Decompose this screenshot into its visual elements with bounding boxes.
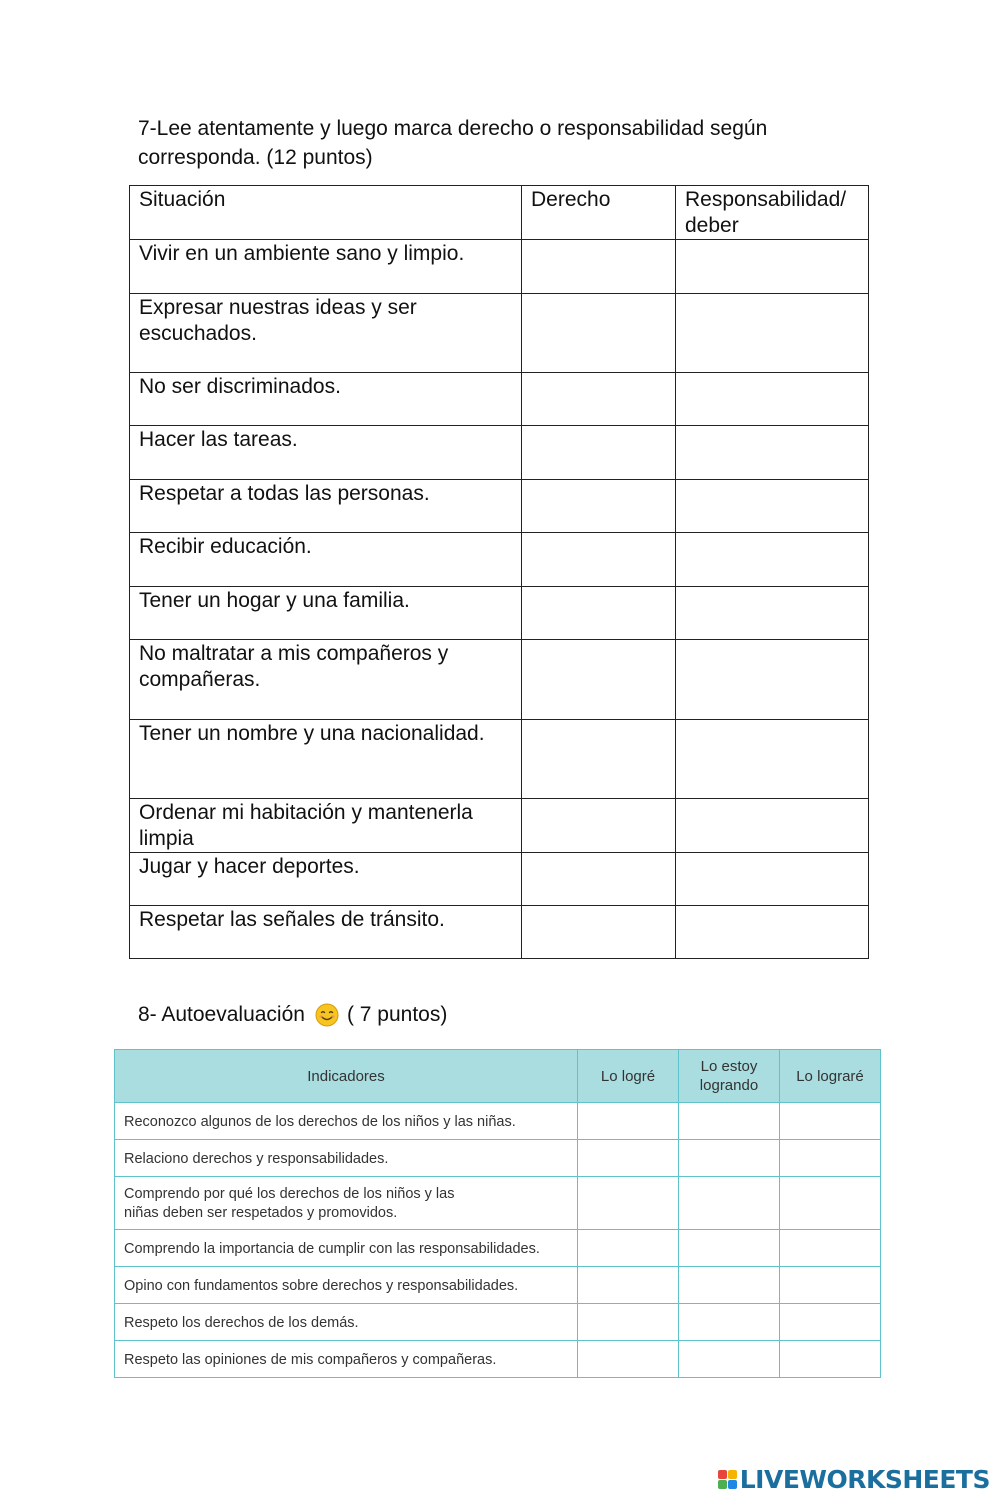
rights-responsibilities-table [129, 185, 869, 959]
table-row [115, 1103, 881, 1140]
self-evaluation-table [114, 1049, 881, 1378]
responsabilidad-answer-cell[interactable] [676, 640, 869, 720]
derecho-answer-cell[interactable] [522, 426, 676, 480]
responsabilidad-answer-cell[interactable] [676, 426, 869, 480]
derecho-answer-cell[interactable] [522, 799, 676, 853]
situation-cell: No ser discriminados. [130, 373, 522, 426]
lo-lograre-answer-cell[interactable] [780, 1177, 881, 1230]
derecho-answer-cell[interactable] [522, 720, 676, 799]
table-row [130, 720, 869, 799]
situation-cell: Jugar y hacer deportes. [130, 853, 522, 906]
lo-estoy-logrando-answer-cell[interactable] [679, 1267, 780, 1304]
lo-estoy-logrando-answer-cell[interactable] [679, 1341, 780, 1378]
table-row [130, 480, 869, 533]
table-row [115, 1267, 881, 1304]
lo-logre-answer-cell[interactable] [578, 1230, 679, 1267]
header-lo-lograre: Lo lograré [780, 1050, 881, 1103]
responsabilidad-answer-cell[interactable] [676, 720, 869, 799]
header-lo-logre: Lo logré [578, 1050, 679, 1103]
liveworksheets-brand [718, 1465, 990, 1494]
table-row [115, 1140, 881, 1177]
table-row [130, 426, 869, 480]
situation-cell: Vivir en un ambiente sano y limpio. [130, 240, 522, 294]
question-8-title [138, 1000, 447, 1030]
responsabilidad-answer-cell[interactable] [676, 587, 869, 640]
table-row [130, 240, 869, 294]
header-responsabilidad: Responsabilidad/ deber [676, 186, 869, 240]
responsabilidad-answer-cell[interactable] [676, 294, 869, 373]
table-row [115, 1341, 881, 1378]
indicator-cell: Respeto los derechos de los demás. [115, 1304, 578, 1341]
smiley-icon [315, 1003, 339, 1027]
derecho-answer-cell[interactable] [522, 533, 676, 587]
lo-estoy-logrando-answer-cell[interactable] [679, 1140, 780, 1177]
autoevaluacion-label: 8- Autoevaluación [138, 1003, 305, 1026]
lo-logre-answer-cell[interactable] [578, 1267, 679, 1304]
lo-estoy-logrando-answer-cell[interactable] [679, 1230, 780, 1267]
situation-cell: No maltratar a mis compañeros y compañeras. [130, 640, 522, 720]
derecho-answer-cell[interactable] [522, 853, 676, 906]
lo-estoy-logrando-answer-cell[interactable] [679, 1304, 780, 1341]
table-row [115, 1177, 881, 1230]
situation-cell: Recibir educación. [130, 533, 522, 587]
table-row [130, 853, 869, 906]
header-indicadores: Indicadores [115, 1050, 578, 1103]
derecho-answer-cell[interactable] [522, 240, 676, 294]
indicator-cell: Comprendo la importancia de cumplir con las responsabilidades. [115, 1230, 578, 1267]
situation-cell: Hacer las tareas. [130, 426, 522, 480]
derecho-answer-cell[interactable] [522, 906, 676, 959]
table-row [130, 587, 869, 640]
brand-name: LIVEWORKSHEETS [739, 1465, 990, 1494]
situation-cell: Respetar a todas las personas. [130, 480, 522, 533]
situation-cell: Respetar las señales de tránsito. [130, 906, 522, 959]
responsabilidad-answer-cell[interactable] [676, 480, 869, 533]
lo-lograre-answer-cell[interactable] [780, 1230, 881, 1267]
table-row [115, 1230, 881, 1267]
table-row [130, 906, 869, 959]
situation-cell: Tener un nombre y una nacionalidad. [130, 720, 522, 799]
lo-logre-answer-cell[interactable] [578, 1177, 679, 1230]
responsabilidad-answer-cell[interactable] [676, 373, 869, 426]
indicator-cell: Comprendo por qué los derechos de los niños y las niñas deben ser respetados y promovidos. [115, 1177, 578, 1230]
situation-cell: Ordenar mi habitación y mantenerla limpia [130, 799, 522, 853]
derecho-answer-cell[interactable] [522, 480, 676, 533]
table-row [130, 294, 869, 373]
indicator-cell: Relaciono derechos y responsabilidades. [115, 1140, 578, 1177]
lo-estoy-logrando-answer-cell[interactable] [679, 1177, 780, 1230]
liveworksheets-logo-icon [718, 1470, 737, 1489]
lo-estoy-logrando-answer-cell[interactable] [679, 1103, 780, 1140]
lo-logre-answer-cell[interactable] [578, 1140, 679, 1177]
derecho-answer-cell[interactable] [522, 587, 676, 640]
lo-lograre-answer-cell[interactable] [780, 1103, 881, 1140]
indicator-cell: Respeto las opiniones de mis compañeros y compañeras. [115, 1341, 578, 1378]
responsabilidad-answer-cell[interactable] [676, 906, 869, 959]
header-derecho: Derecho [522, 186, 676, 240]
lo-logre-answer-cell[interactable] [578, 1103, 679, 1140]
responsabilidad-answer-cell[interactable] [676, 240, 869, 294]
lo-lograre-answer-cell[interactable] [780, 1304, 881, 1341]
table-row [130, 799, 869, 853]
responsabilidad-answer-cell[interactable] [676, 533, 869, 587]
derecho-answer-cell[interactable] [522, 640, 676, 720]
lo-logre-answer-cell[interactable] [578, 1341, 679, 1378]
lo-lograre-answer-cell[interactable] [780, 1267, 881, 1304]
situation-cell: Expresar nuestras ideas y ser escuchados. [130, 294, 522, 373]
indicator-cell: Opino con fundamentos sobre derechos y responsabilidades. [115, 1267, 578, 1304]
derecho-answer-cell[interactable] [522, 373, 676, 426]
situation-cell: Tener un hogar y una familia. [130, 587, 522, 640]
lo-lograre-answer-cell[interactable] [780, 1341, 881, 1378]
table-row [130, 373, 869, 426]
lo-logre-answer-cell[interactable] [578, 1304, 679, 1341]
responsabilidad-answer-cell[interactable] [676, 799, 869, 853]
table-row [130, 640, 869, 720]
derecho-answer-cell[interactable] [522, 294, 676, 373]
indicator-cell: Reconozco algunos de los derechos de los niños y las niñas. [115, 1103, 578, 1140]
responsabilidad-answer-cell[interactable] [676, 853, 869, 906]
lo-lograre-answer-cell[interactable] [780, 1140, 881, 1177]
table-row [130, 533, 869, 587]
question-7-title: 7-Lee atentamente y luego marca derecho o responsabilidad según corresponda. (12 puntos) [138, 117, 768, 169]
header-situacion: Situación [130, 186, 522, 240]
table-row [115, 1304, 881, 1341]
points-label: ( 7 puntos) [346, 1003, 448, 1026]
header-lo-estoy-logrando: Lo estoy logrando [679, 1050, 780, 1103]
